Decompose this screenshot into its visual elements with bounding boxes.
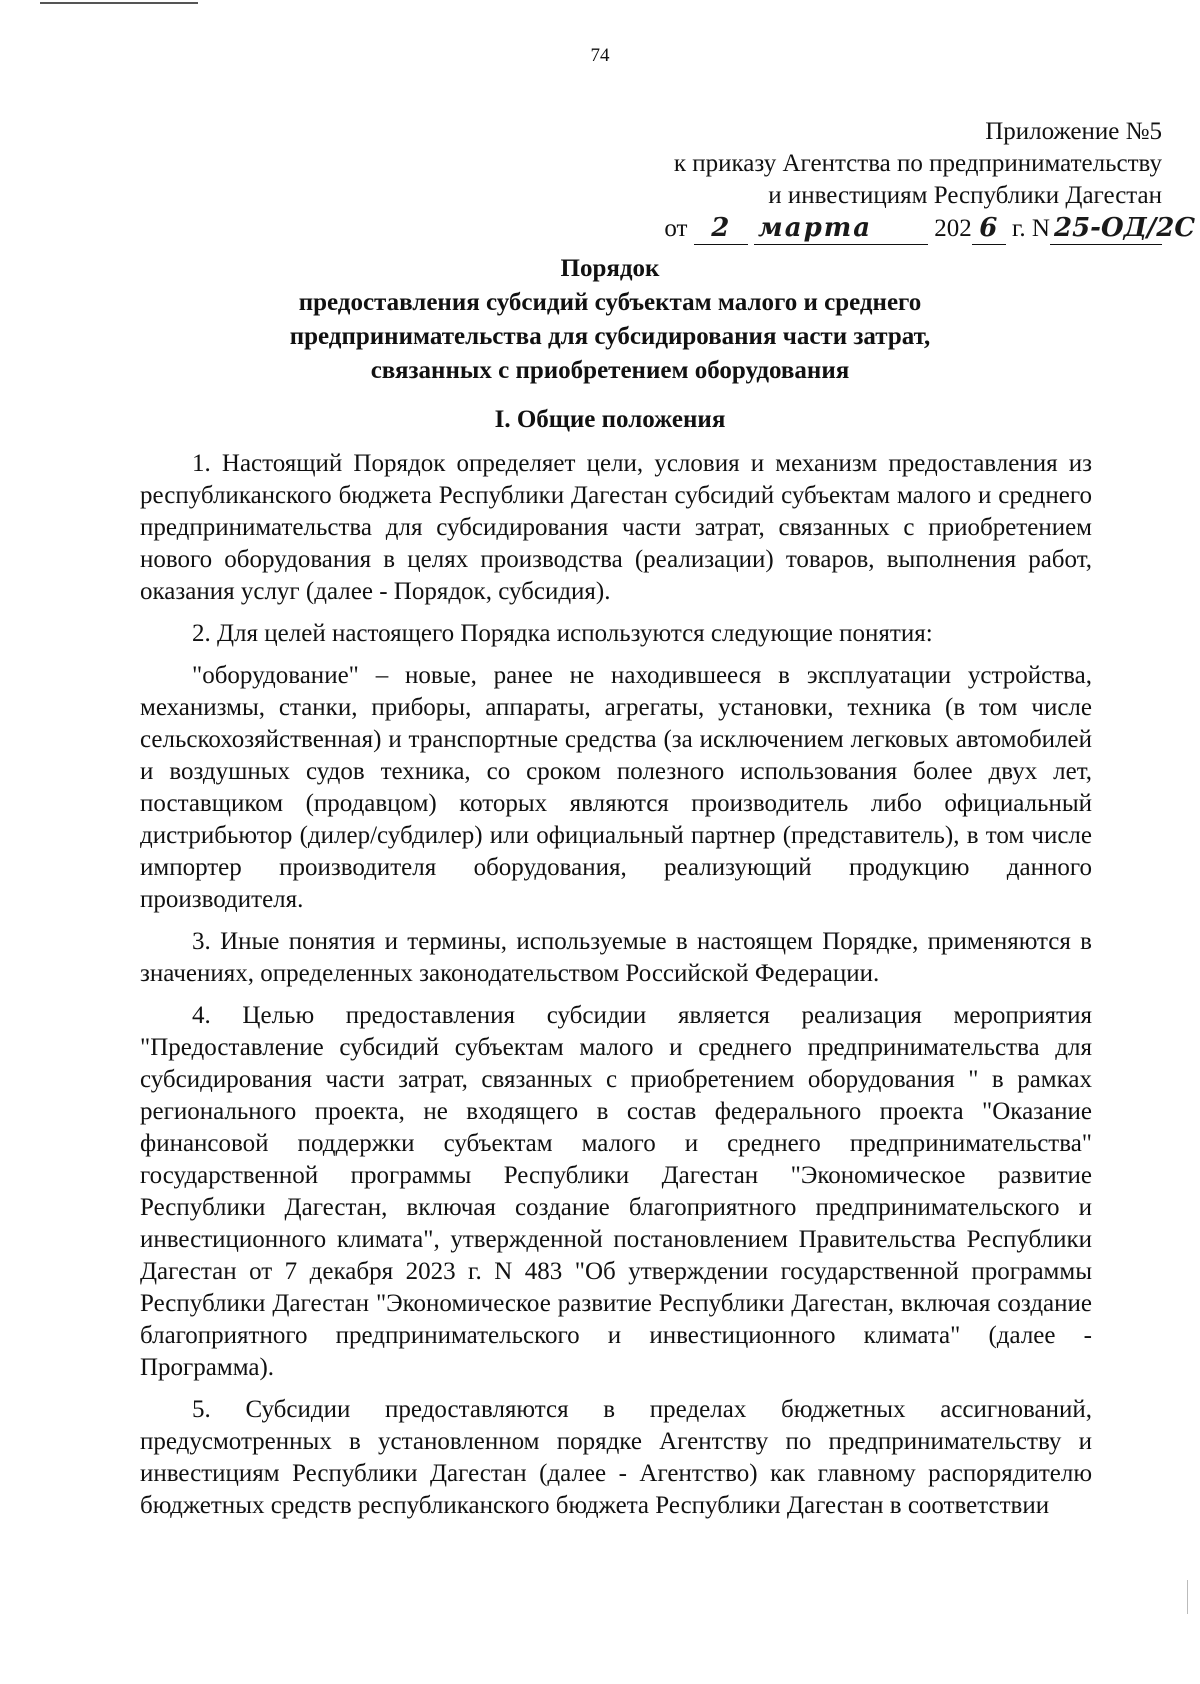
appendix-order-ref: к приказу Агентства по предпринимательству xyxy=(673,150,1162,177)
paragraph-3: 3. Иные понятия и термины, используемые в настоящем Порядке, применяются в значениях, определенных законодательством Российской Федерации. xyxy=(140,928,1092,987)
section-heading: I. Общие положения xyxy=(494,406,726,433)
year-prefix: 202 xyxy=(934,215,972,242)
title-line-2: предоставления субсидий субъектам малого и среднего xyxy=(298,289,922,316)
paragraph-4: 4. Целью предоставления субсидии является реализация мероприятия "Предоставление субсидий субъектам малого и среднего предпринимательства для субсидирования части затрат, связанных с приобретением оборудования " в рамках регионального проекта, не входящего в состав федерального проекта "Оказание финансовой поддержки субъектам малого и среднего предпринимательства" государственной программы Республики Дагестан "Экономическое развитие Республики Дагестан, включая создание благоприятного предпринимательского и инвестиционного климата", утвержденной постановлением Правительства Республики Дагестан от 7 декабря 2023 г. N 483 "Об утверждении государственной программы Республики Дагестан "Экономическое развитие Республики Дагестан, включая создание благоприятного предпринимательского и инвестиционного климата" (далее - Программа). xyxy=(140,1002,1092,1381)
document-body xyxy=(140,448,1092,1532)
scan-artifact xyxy=(1187,1580,1188,1614)
paragraph-2: 2. Для целей настоящего Порядка используются следующие понятия: xyxy=(192,620,933,647)
appendix-date-line xyxy=(664,212,1196,245)
date-prefix: от xyxy=(664,215,688,242)
handwritten-day: 2 xyxy=(694,212,748,245)
paragraph-definition: "оборудование" – новые, ранее не находившееся в эксплуатации устройства, механизмы, станки, приборы, аппараты, агрегаты, установки, техника (в том числе сельскохозяйственная) и транспортные средства (за исключением легковых автомобилей и воздушных судов техника, со сроком полезного использования более двух лет, поставщиком (продавцом) которых являются производитель либо официальный дистрибьютор (дилер/субдилер) или официальный партнер (представитель), в том числе импортер производителя оборудования, реализующий продукцию данного производителя. xyxy=(140,662,1092,913)
handwritten-month: марта xyxy=(754,212,928,245)
paragraph-1: 1. Настоящий Порядок определяет цели, условия и механизм предоставления из республиканского бюджета Республики Дагестан субсидий субъектам малого и среднего предпринимательства для субсидирования части затрат, связанных с приобретением нового оборудования в целях производства (реализации) товаров, выполнения работ, оказания услуг (далее - Порядок, субсидия). xyxy=(140,450,1092,605)
appendix-agency: и инвестициям Республики Дагестан xyxy=(768,182,1162,209)
title-line-1: Порядок xyxy=(560,255,660,282)
title-line-4: связанных с приобретением оборудования xyxy=(370,357,850,384)
appendix-title: Приложение №5 xyxy=(985,118,1162,145)
top-rule xyxy=(40,2,198,4)
paragraph-5: 5. Субсидии предоставляются в пределах бюджетных ассигнований, предусмотренных в установленном порядке Агентству по предпринимательству и инвестициям Республики Дагестан (далее - Агентство) как главному распорядителю бюджетных средств республиканского бюджета Республики Дагестан в соответствии xyxy=(140,1396,1092,1519)
appendix-block xyxy=(664,116,1196,245)
handwritten-order-number: 25-ОД/2С xyxy=(1050,212,1162,245)
page-number: 74 xyxy=(590,45,610,66)
number-prefix: г. N xyxy=(1012,215,1050,242)
document-title xyxy=(140,252,1080,388)
title-line-3: предпринимательства для субсидирования части затрат, xyxy=(289,323,931,350)
handwritten-year-digit: 6 xyxy=(972,212,1006,245)
